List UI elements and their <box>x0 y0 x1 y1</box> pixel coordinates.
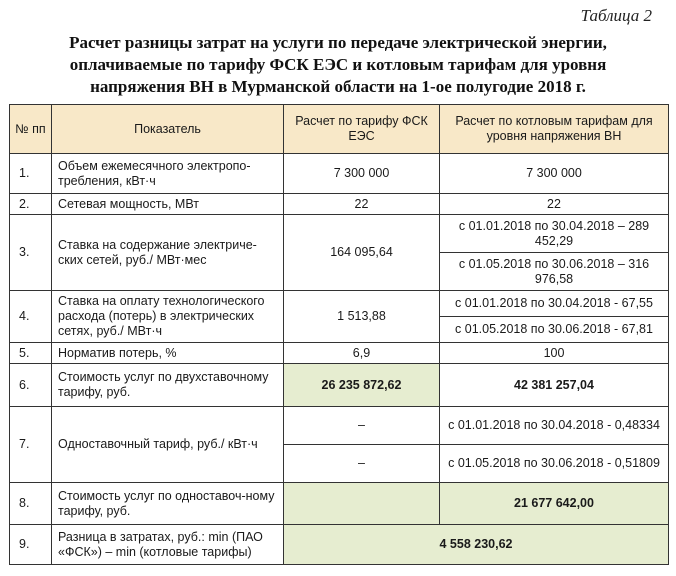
cell-kotlovoy: 100 <box>440 343 669 364</box>
header-fsk: Расчет по тарифу ФСК ЕЭС <box>284 105 440 154</box>
document-title <box>10 32 666 98</box>
header-indicator: Показатель <box>52 105 284 154</box>
row-label: Ставка на оплату технологического расхода (потерь) в электрических сетях, руб./ МВт·ч <box>52 291 284 343</box>
cell-kotlovoy: 21 677 642,00 <box>440 483 669 525</box>
table-row <box>10 154 669 194</box>
table-row <box>10 194 669 215</box>
row-label: Норматив потерь, % <box>52 343 284 364</box>
table-row <box>10 483 669 525</box>
row-num: 4. <box>10 291 52 343</box>
row-num: 1. <box>10 154 52 194</box>
cell-fsk: 6,9 <box>284 343 440 364</box>
cell-fsk-period-2: – <box>284 445 440 483</box>
table-row <box>10 364 669 407</box>
header-kotlovoy: Расчет по котловым тарифам для уровня напряжения ВН <box>440 105 669 154</box>
row-label: Стоимость услуг по одноставоч-ному тарифу, руб. <box>52 483 284 525</box>
row-num: 3. <box>10 215 52 291</box>
header-num: № пп <box>10 105 52 154</box>
row-label: Ставка на содержание электриче-ских сетей, руб./ МВт·мес <box>52 215 284 291</box>
row-num: 7. <box>10 407 52 483</box>
cell-fsk-empty <box>284 483 440 525</box>
cell-kotlovoy-period-1: с 01.01.2018 по 30.04.2018 - 0,48334 <box>440 407 669 445</box>
row-num: 2. <box>10 194 52 215</box>
row-num: 8. <box>10 483 52 525</box>
cell-fsk: 22 <box>284 194 440 215</box>
table-row <box>10 525 669 565</box>
row-label: Одноставочный тариф, руб./ кВт·ч <box>52 407 284 483</box>
cost-comparison-table <box>9 104 669 565</box>
row-num: 9. <box>10 525 52 565</box>
cell-kotlovoy-period-1: с 01.01.2018 по 30.04.2018 – 289 452,29 <box>440 215 669 253</box>
row-num: 5. <box>10 343 52 364</box>
row-label: Разница в затратах, руб.: min (ПАО «ФСК») – min (котловые тарифы) <box>52 525 284 565</box>
row-num: 6. <box>10 364 52 407</box>
cell-kotlovoy-period-1: с 01.01.2018 по 30.04.2018 - 67,55 <box>440 291 669 317</box>
table-row <box>10 291 669 317</box>
row-label: Объем ежемесячного электропо-требления, кВт·ч <box>52 154 284 194</box>
table-label: Таблица 2 <box>580 6 652 25</box>
table-row <box>10 407 669 445</box>
cell-difference-total: 4 558 230,62 <box>284 525 669 565</box>
cell-kotlovoy-period-2: с 01.05.2018 по 30.06.2018 – 316 976,58 <box>440 253 669 291</box>
table-row <box>10 215 669 253</box>
cell-fsk: 7 300 000 <box>284 154 440 194</box>
cell-fsk: 164 095,64 <box>284 215 440 291</box>
title-line-2: оплачиваемые по тарифу ФСК ЕЭС и котловым тарифам для уровня <box>69 55 607 74</box>
title-line-1: Расчет разницы затрат на услуги по передаче электрической энергии, <box>69 33 607 52</box>
cell-kotlovoy: 22 <box>440 194 669 215</box>
table-row <box>10 343 669 364</box>
cell-fsk: 1 513,88 <box>284 291 440 343</box>
cell-fsk-period-1: – <box>284 407 440 445</box>
cell-fsk: 26 235 872,62 <box>284 364 440 407</box>
row-label: Сетевая мощность, МВт <box>52 194 284 215</box>
table-header-row <box>10 105 669 154</box>
cell-kotlovoy-period-2: с 01.05.2018 по 30.06.2018 - 67,81 <box>440 317 669 343</box>
cell-kotlovoy: 42 381 257,04 <box>440 364 669 407</box>
row-label: Стоимость услуг по двухставочному тарифу, руб. <box>52 364 284 407</box>
title-line-3: напряжения ВН в Мурманской области на 1-ое полугодие 2018 г. <box>90 77 586 96</box>
cell-kotlovoy-period-2: с 01.05.2018 по 30.06.2018 - 0,51809 <box>440 445 669 483</box>
cell-kotlovoy: 7 300 000 <box>440 154 669 194</box>
